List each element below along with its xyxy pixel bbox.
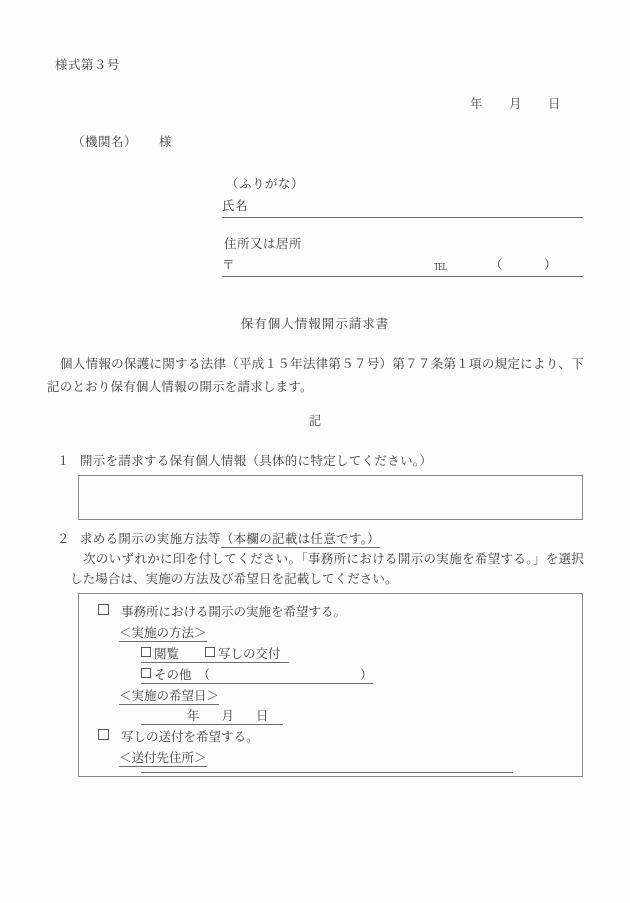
send-address-header (119, 749, 207, 768)
document-title: 保有個人情報開示請求書 (240, 317, 390, 331)
name-label: 氏名 (222, 198, 249, 213)
date-line (470, 95, 561, 114)
method-header-label: ＜実施の方法＞ (119, 626, 207, 640)
method-header (119, 624, 207, 643)
date-month-label: 月 (509, 97, 523, 111)
option-send-copy[interactable] (98, 728, 259, 747)
section2-heading (57, 530, 380, 549)
method-other-label: その他 (154, 668, 192, 682)
zip-symbol: 〒 (222, 257, 235, 272)
checkbox-icon[interactable] (98, 604, 109, 615)
section1-heading-text: 開示を請求する保有個人情報（具体的に特定してください。） (80, 454, 433, 468)
date-year-label: 年 (470, 97, 484, 111)
agency-honorific: 様 (159, 135, 173, 149)
form-number: 様式第３号 (55, 58, 121, 72)
agency-name-label: （機関名） (72, 135, 138, 149)
method-view-label: 閲覧 (154, 647, 180, 661)
method-copy-label: 写しの交付 (218, 647, 281, 661)
wish-date-year-label: 年 (187, 709, 200, 723)
method-choices-row[interactable] (141, 645, 289, 664)
section2-optional-note: （本欄の記載は任意です。） (220, 532, 380, 546)
section2-heading-text: 求める開示の実施方法等 (80, 532, 221, 546)
furigana-label: （ふりがな） (226, 177, 305, 191)
option-office-disclosure-label: 事務所における開示の実施を希望する。 (121, 605, 347, 619)
wish-date-row[interactable] (141, 707, 283, 726)
option-send-copy-label: 写しの送付を希望する。 (121, 730, 259, 744)
agency-line (72, 133, 172, 152)
date-day-label: 日 (548, 97, 562, 111)
method-other-row[interactable] (141, 666, 373, 685)
section1-input-box[interactable] (78, 475, 583, 520)
option-office-disclosure[interactable] (98, 603, 346, 622)
tel-paren-open: （ (490, 257, 503, 272)
wish-date-day-label: 日 (256, 709, 269, 723)
method-other-paren-open: （ (197, 668, 211, 682)
tel-paren-close: ） (544, 257, 557, 272)
address-label: 住所又は居所 (224, 237, 303, 251)
send-address-header-label: ＜送付先住所＞ (119, 751, 207, 765)
send-address-input[interactable] (141, 772, 513, 773)
name-field-row[interactable] (222, 197, 583, 218)
checkbox-icon[interactable] (141, 647, 151, 657)
section1-heading (57, 452, 432, 471)
ki-mark: 記 (308, 414, 322, 428)
checkbox-icon[interactable] (141, 668, 151, 678)
section2-instructions: 次のいずれかに印を付してください。「事務所における開示の実施を希望する。」を選択した場合は、実施の方法及び希望日を記載してください。 (70, 552, 584, 587)
body-paragraph: 個人情報の保護に関する法律（平成１５年法律第５７号）第７７条第１項の規定により、下記のとおり保有個人情報の開示を請求します。 (47, 357, 584, 395)
wish-date-month-label: 月 (221, 709, 235, 723)
address-field-row[interactable] (222, 256, 583, 277)
checkbox-icon[interactable] (205, 647, 215, 657)
method-other-paren-close: ） (360, 668, 373, 682)
tel-label: TEL (434, 261, 447, 273)
section1-number: １ (57, 454, 70, 468)
wish-date-header-label: ＜実施の希望日＞ (119, 689, 220, 703)
wish-date-header (119, 687, 219, 706)
checkbox-icon[interactable] (98, 729, 109, 740)
section2-number: ２ (57, 532, 70, 546)
section2-options-box (78, 593, 583, 777)
